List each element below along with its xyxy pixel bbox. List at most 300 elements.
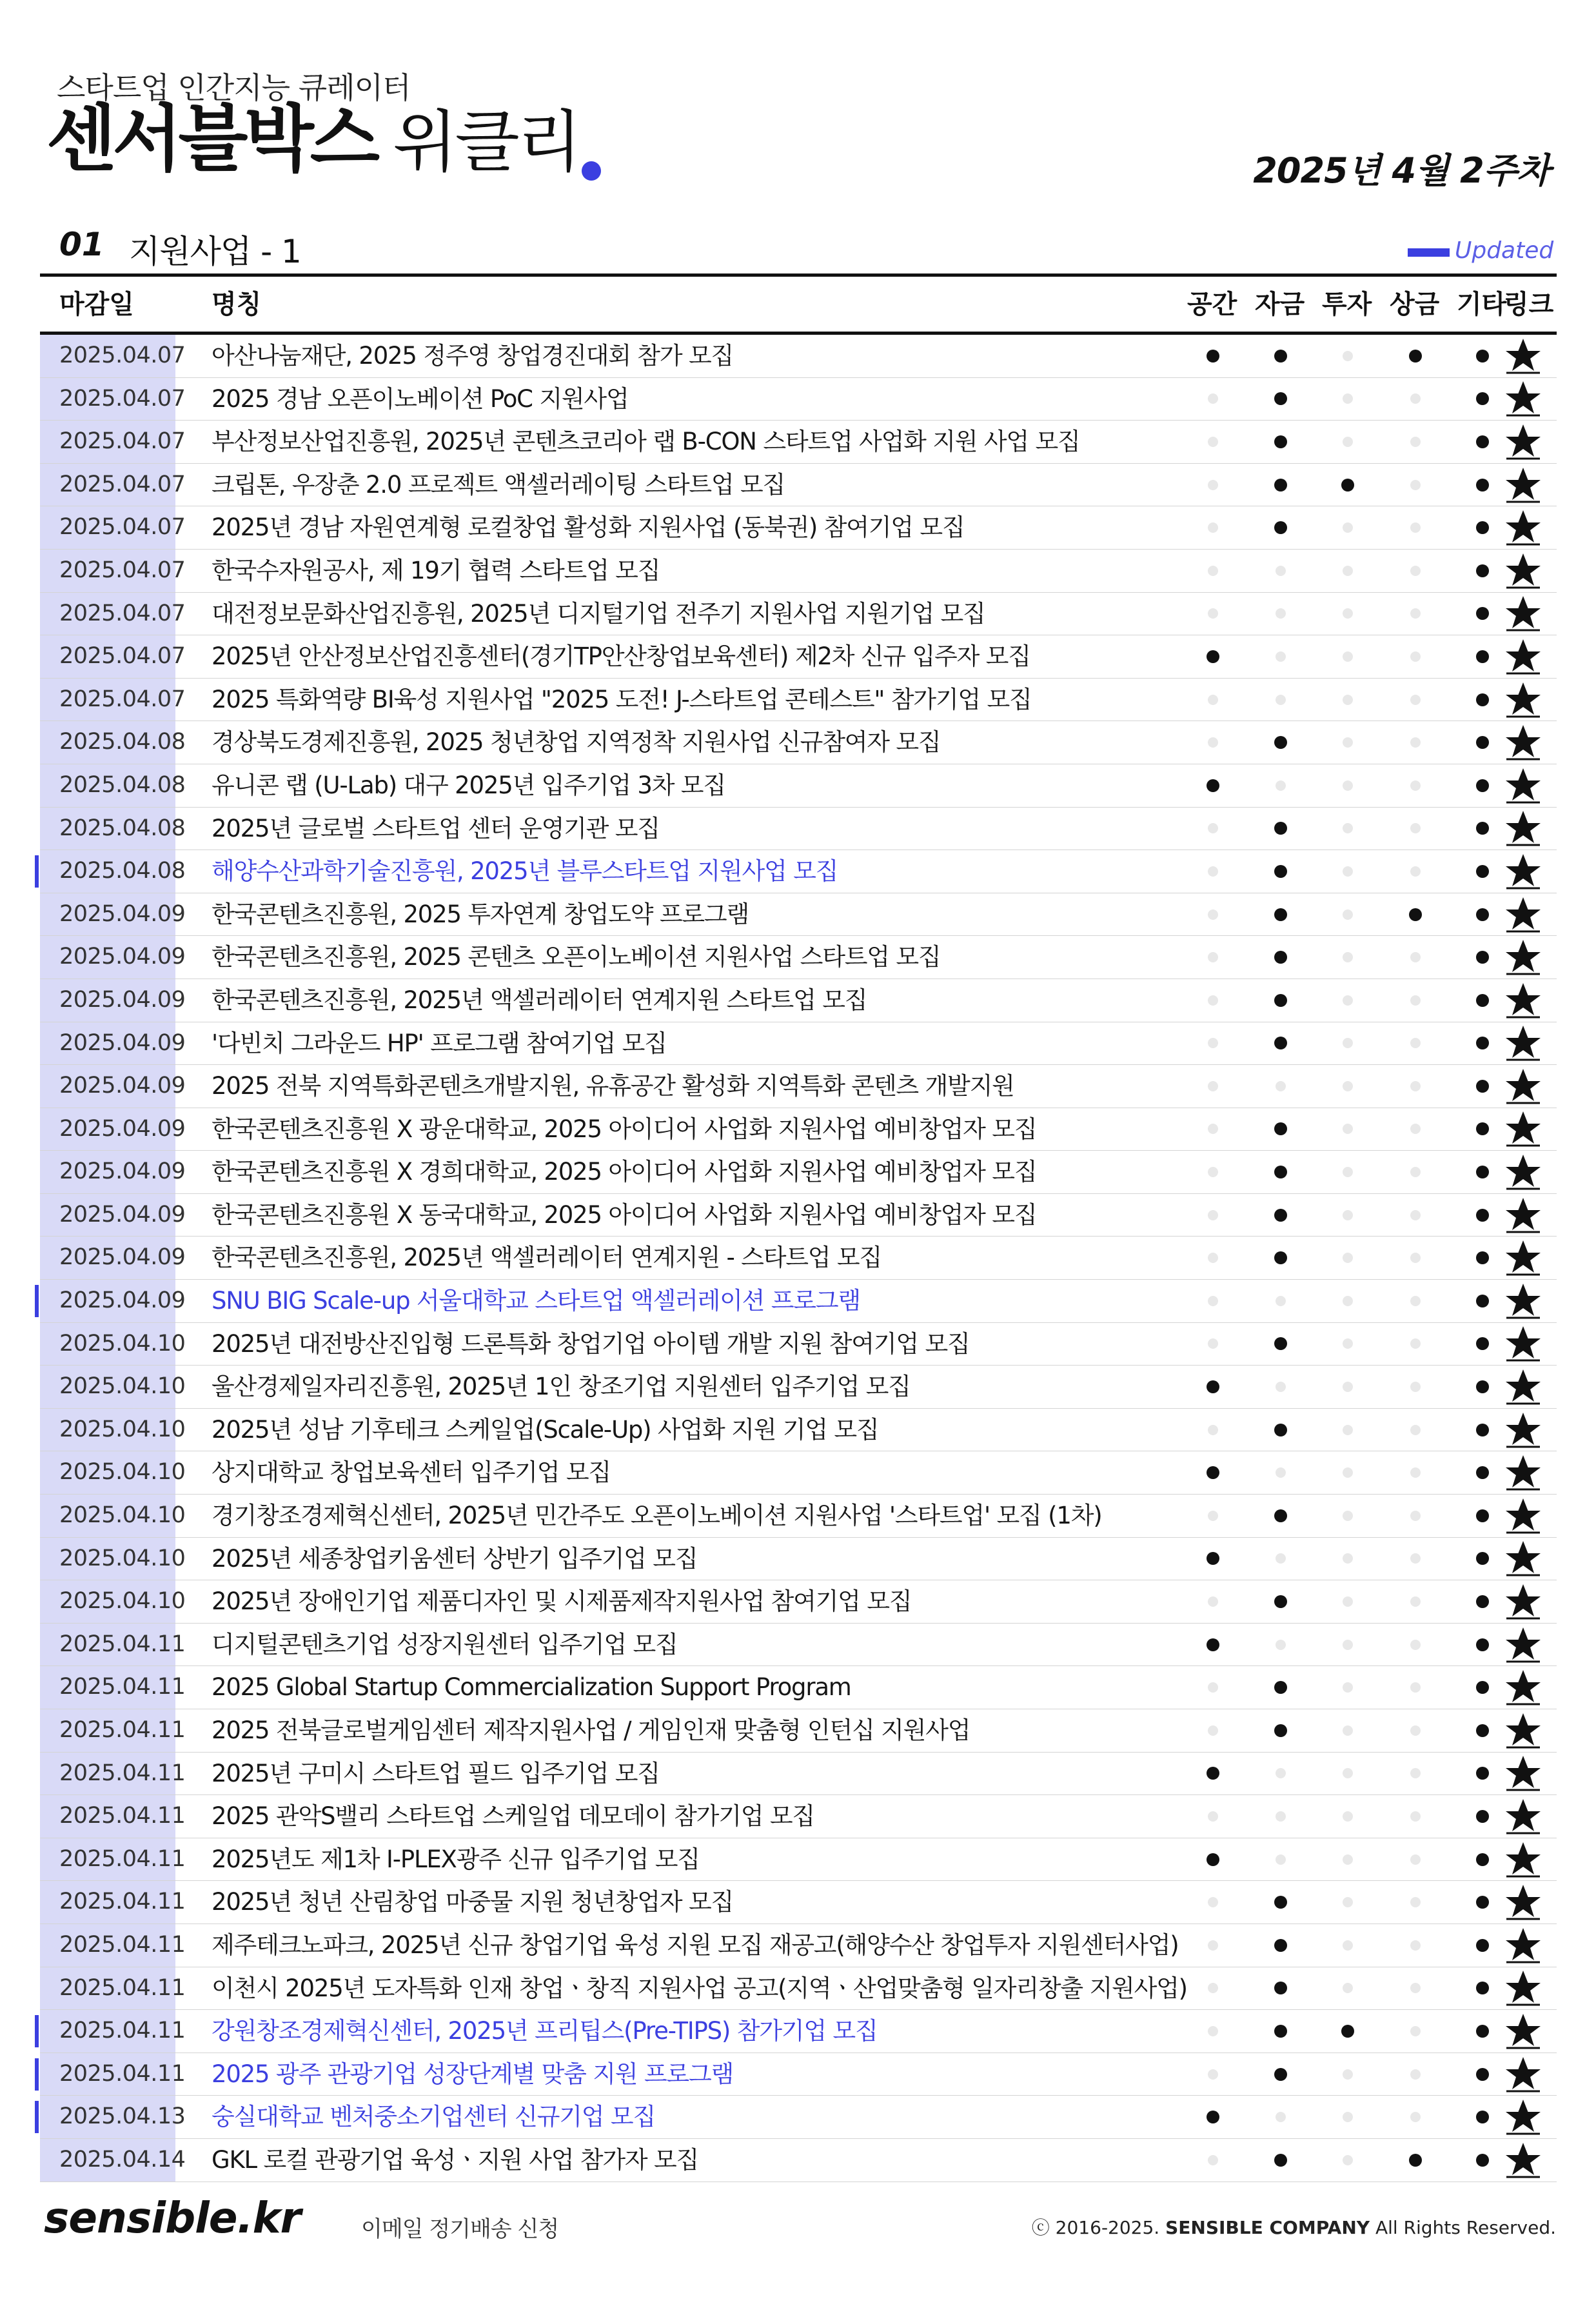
star-icon[interactable] (1504, 766, 1542, 805)
table-row[interactable] (40, 1451, 1557, 1495)
program-name-cell[interactable]: 2025 전북글로벌게임센터 제작지원사업 / 게임인재 맞춤형 인턴십 지원사업 (212, 1716, 970, 1744)
tagline: 스타트업 인간지능 큐레이터 (57, 70, 411, 105)
other-on-dot-icon (1476, 1424, 1489, 1436)
star-icon[interactable] (1504, 895, 1542, 934)
program-name-cell[interactable]: 한국콘텐츠진흥원, 2025년 액셀러레이터 연계지원 스타트업 모집 (212, 986, 867, 1014)
space-off-dot-icon (1208, 608, 1218, 619)
prize-off-dot-icon (1410, 1425, 1421, 1435)
prize-off-dot-icon (1410, 995, 1421, 1006)
deadline-cell: 2025.04.10 (40, 1451, 175, 1494)
other-on-dot-icon (1476, 1552, 1489, 1565)
table-row[interactable] (40, 936, 1557, 979)
space-on-dot-icon (1207, 1552, 1219, 1565)
program-name-cell[interactable]: 부산정보산업진흥원, 2025년 콘텐츠코리아 랩 B-CON 스타트업 사업화 지원 사업 모집 (212, 428, 1080, 456)
table-row[interactable] (40, 1022, 1557, 1066)
space-off-dot-icon (1208, 1511, 1218, 1521)
funding-on-dot-icon (1274, 1724, 1287, 1737)
funding-off-dot-icon (1276, 1640, 1286, 1650)
space-off-dot-icon (1208, 909, 1218, 920)
investment-off-dot-icon (1343, 1038, 1353, 1048)
star-icon[interactable] (1504, 1754, 1542, 1793)
deadline-cell: 2025.04.07 (40, 335, 175, 377)
star-icon[interactable] (1504, 1367, 1542, 1406)
space-on-dot-icon (1207, 1638, 1219, 1651)
footer-brand[interactable]: sensible.kr (44, 2193, 301, 2243)
other-on-dot-icon (1476, 994, 1489, 1007)
prize-on-dot-icon (1409, 350, 1422, 363)
program-name-cell[interactable]: 2025년 구미시 스타트업 필드 입주기업 모집 (212, 1759, 660, 1787)
space-off-dot-icon (1208, 1682, 1218, 1693)
table-row[interactable] (40, 1967, 1557, 2011)
space-off-dot-icon (1208, 1940, 1218, 1951)
funding-on-dot-icon (1274, 994, 1287, 1007)
star-icon[interactable] (1504, 1539, 1542, 1578)
other-on-dot-icon (1476, 1638, 1489, 1651)
prize-off-dot-icon (1410, 1081, 1421, 1091)
star-icon[interactable] (1504, 1324, 1542, 1363)
deadline-cell: 2025.04.11 (40, 1666, 175, 1709)
star-icon[interactable] (1504, 1926, 1542, 1965)
star-icon[interactable] (1504, 1797, 1542, 1836)
other-on-dot-icon (1476, 908, 1489, 921)
section-number: 01 (59, 226, 104, 263)
subscribe-link[interactable]: 이메일 정기배송 신청 (361, 2216, 559, 2242)
investment-on-dot-icon (1341, 479, 1354, 492)
table-row[interactable] (40, 1280, 1557, 1323)
investment-off-dot-icon (1343, 1983, 1353, 1993)
program-name-cell[interactable]: 이천시 2025년 도자특화 인재 창업ㆍ창직 지원사업 공고(지역ㆍ산업맞춤형 일자리창출 지원사업) (212, 1974, 1187, 2002)
table-row[interactable] (40, 2010, 1557, 2053)
table-row[interactable] (40, 506, 1557, 550)
other-on-dot-icon (1476, 607, 1489, 620)
star-icon[interactable] (1504, 2055, 1542, 2094)
prize-off-dot-icon (1410, 2026, 1421, 2036)
prize-off-dot-icon (1410, 737, 1421, 748)
program-name-cell[interactable]: 2025년 안산정보산업진흥센터(경기TP안산창업보육센터) 제2차 신규 입주자 모집 (212, 642, 1030, 671)
prize-off-dot-icon (1410, 780, 1421, 791)
table-row[interactable] (40, 893, 1557, 937)
program-name-cell[interactable]: 2025년 장애인기업 제품디자인 및 시제품제작지원사업 참여기업 모집 (212, 1587, 912, 1616)
star-icon[interactable] (1504, 1024, 1542, 1062)
table-row[interactable] (40, 1666, 1557, 1709)
investment-off-dot-icon (1343, 351, 1353, 361)
prize-off-dot-icon (1410, 1553, 1421, 1564)
space-off-dot-icon (1208, 1897, 1218, 1907)
funding-on-dot-icon (1274, 1509, 1287, 1522)
funding-on-dot-icon (1274, 1681, 1287, 1694)
prize-off-dot-icon (1410, 695, 1421, 705)
deadline-cell: 2025.04.09 (40, 893, 175, 936)
brand-title: 센서블박스 (46, 97, 376, 181)
program-name-cell[interactable]: 강원창조경제혁신센터, 2025년 프리팁스(Pre-TIPS) 참가기업 모집 (212, 2017, 878, 2045)
other-on-dot-icon (1476, 2111, 1489, 2123)
program-name-cell[interactable]: '다빈치 그라운드 HP' 프로그램 참여기업 모집 (212, 1029, 667, 1057)
program-name-cell[interactable]: 대전정보문화산업진흥원, 2025년 디지털기업 전주기 지원사업 지원기업 모집 (212, 599, 985, 628)
investment-off-dot-icon (1343, 1210, 1353, 1220)
updated-marker (35, 2058, 39, 2091)
deadline-cell: 2025.04.11 (40, 1624, 175, 1666)
space-off-dot-icon (1208, 1811, 1218, 1822)
funding-on-dot-icon (1274, 1424, 1287, 1436)
program-name-cell[interactable]: 상지대학교 창업보육센터 입주기업 모집 (212, 1458, 611, 1487)
investment-off-dot-icon (1343, 823, 1353, 833)
table-row[interactable] (40, 593, 1557, 636)
program-name-cell[interactable]: 경상북도경제진흥원, 2025 청년창업 지역정착 지원사업 신규참여자 모집 (212, 728, 941, 757)
table-row[interactable] (40, 1237, 1557, 1280)
funding-on-dot-icon (1274, 392, 1287, 405)
table-row[interactable] (40, 335, 1557, 378)
investment-off-dot-icon (1343, 1940, 1353, 1951)
program-name-cell[interactable]: 2025 전북 지역특화콘텐츠개발지원, 유휴공간 활성화 지역특화 콘텐츠 개발지원 (212, 1072, 1014, 1100)
column-header-prize: 상금 (1390, 290, 1440, 319)
star-icon[interactable] (1504, 1496, 1542, 1535)
program-name-cell[interactable]: 2025 특화역량 BI육성 지원사업 "2025 도전! J-스타트업 콘테스트" 참가기업 모집 (212, 685, 1032, 713)
table-row[interactable] (40, 1838, 1557, 1882)
prize-off-dot-icon (1410, 866, 1421, 877)
investment-off-dot-icon (1343, 1425, 1353, 1435)
star-icon[interactable] (1504, 1153, 1542, 1191)
program-name-cell[interactable]: 숭실대학교 벤처중소기업센터 신규기업 모집 (212, 2103, 655, 2131)
table-row[interactable] (40, 1795, 1557, 1838)
space-off-dot-icon (1208, 695, 1218, 705)
space-off-dot-icon (1208, 866, 1218, 877)
deadline-cell: 2025.04.10 (40, 1495, 175, 1537)
deadline-cell: 2025.04.08 (40, 764, 175, 807)
funding-on-dot-icon (1274, 908, 1287, 921)
star-icon[interactable] (1504, 637, 1542, 676)
space-on-dot-icon (1207, 350, 1219, 363)
program-name-cell[interactable]: 해양수산과학기술진흥원, 2025년 블루스타트업 지원사업 모집 (212, 857, 838, 886)
star-icon[interactable] (1504, 1883, 1542, 1922)
table-row[interactable] (40, 1753, 1557, 1796)
deadline-cell: 2025.04.11 (40, 2010, 175, 2053)
table-row[interactable] (40, 1108, 1557, 1151)
star-icon[interactable] (1504, 852, 1542, 891)
investment-off-dot-icon (1343, 1467, 1353, 1478)
table-row[interactable] (40, 1065, 1557, 1108)
space-off-dot-icon (1208, 1124, 1218, 1134)
other-on-dot-icon (1476, 1896, 1489, 1909)
prize-off-dot-icon (1410, 1338, 1421, 1349)
star-icon[interactable] (1504, 1109, 1542, 1148)
table-row[interactable] (40, 378, 1557, 421)
program-name-cell[interactable]: 2025년 경남 자원연계형 로컬창업 활성화 지원사업 (동북권) 참여기업 모집 (212, 513, 965, 542)
funding-on-dot-icon (1274, 350, 1287, 363)
star-icon[interactable] (1504, 552, 1542, 590)
funding-off-dot-icon (1276, 651, 1286, 662)
program-name-cell[interactable]: 2025년 청년 산림창업 마중물 지원 청년창업자 모집 (212, 1888, 734, 1916)
funding-on-dot-icon (1274, 1982, 1287, 1994)
star-icon[interactable] (1504, 1711, 1542, 1750)
table-row[interactable] (40, 764, 1557, 808)
program-name-cell[interactable]: 2025년 세종창업키움센터 상반기 입주기업 모집 (212, 1544, 698, 1573)
space-off-dot-icon (1208, 1425, 1218, 1435)
copyright (1032, 2214, 1556, 2240)
program-name-cell[interactable]: 한국콘텐츠진흥원 X 경희대학교, 2025 아이디어 사업화 지원사업 예비창업자 모집 (212, 1158, 1037, 1186)
space-off-dot-icon (1208, 823, 1218, 833)
prize-off-dot-icon (1410, 1038, 1421, 1048)
space-off-dot-icon (1208, 1167, 1218, 1177)
funding-on-dot-icon (1274, 1939, 1287, 1952)
prize-off-dot-icon (1410, 1210, 1421, 1220)
star-icon[interactable] (1504, 1067, 1542, 1106)
table-row[interactable] (40, 721, 1557, 764)
star-icon[interactable] (1504, 981, 1542, 1020)
other-on-dot-icon (1476, 1251, 1489, 1264)
deadline-cell: 2025.04.10 (40, 1366, 175, 1408)
space-off-dot-icon (1208, 1725, 1218, 1736)
investment-off-dot-icon (1343, 1338, 1353, 1349)
program-name-cell[interactable]: 2025 경남 오픈이노베이션 PoC 지원사업 (212, 384, 629, 413)
other-on-dot-icon (1476, 350, 1489, 363)
star-icon[interactable] (1504, 2012, 1542, 2051)
star-icon[interactable] (1504, 1969, 1542, 2007)
updated-marker (35, 1285, 39, 1317)
table-row[interactable] (40, 850, 1557, 893)
deadline-cell: 2025.04.07 (40, 464, 175, 506)
funding-off-dot-icon (1276, 1081, 1286, 1091)
table-row[interactable] (40, 1366, 1557, 1409)
star-icon[interactable] (1504, 1625, 1542, 1664)
other-on-dot-icon (1476, 521, 1489, 534)
funding-off-dot-icon (1276, 780, 1286, 791)
deadline-cell: 2025.04.09 (40, 1280, 175, 1322)
prize-off-dot-icon (1410, 1382, 1421, 1392)
space-on-dot-icon (1207, 1466, 1219, 1479)
prize-off-dot-icon (1410, 480, 1421, 490)
table-row[interactable] (40, 979, 1557, 1022)
funding-on-dot-icon (1274, 1166, 1287, 1178)
star-icon[interactable] (1504, 723, 1542, 762)
star-icon[interactable] (1504, 681, 1542, 719)
prize-off-dot-icon (1410, 1768, 1421, 1778)
program-name-cell[interactable]: 2025년 글로벌 스타트업 센터 운영기관 모집 (212, 814, 660, 842)
program-name-cell[interactable]: 경기창조경제혁신센터, 2025년 민간주도 오픈이노베이션 지원사업 '스타트업' 모집 (1차) (212, 1502, 1102, 1530)
table-row[interactable] (40, 1495, 1557, 1538)
star-icon[interactable] (1504, 508, 1542, 547)
program-name-cell[interactable]: 크립톤, 우장춘 2.0 프로젝트 액셀러레이팅 스타트업 모집 (212, 470, 785, 499)
star-icon[interactable] (1504, 1453, 1542, 1492)
investment-off-dot-icon (1343, 2155, 1353, 2165)
column-header-name: 명칭 (212, 290, 262, 319)
table-row[interactable] (40, 2096, 1557, 2139)
table-row[interactable] (40, 1323, 1557, 1366)
star-icon[interactable] (1504, 1196, 1542, 1235)
table-row[interactable] (40, 1409, 1557, 1452)
table-row[interactable] (40, 1624, 1557, 1667)
investment-off-dot-icon (1343, 695, 1353, 705)
other-on-dot-icon (1476, 1724, 1489, 1737)
program-name-cell[interactable]: 2025 관악S밸리 스타트업 스케일업 데모데이 참가기업 모집 (212, 1802, 814, 1831)
program-name-cell[interactable]: 2025년도 제1차 I-PLEX광주 신규 입주기업 모집 (212, 1845, 700, 1873)
funding-on-dot-icon (1274, 951, 1287, 964)
program-name-cell[interactable]: 한국콘텐츠진흥원, 2025년 액셀러레이터 연계지원 - 스타트업 모집 (212, 1244, 882, 1272)
table-row[interactable] (40, 1580, 1557, 1624)
program-name-cell[interactable]: 2025년 성남 기후테크 스케일업(Scale-Up) 사업화 지원 기업 모집 (212, 1415, 879, 1444)
funding-on-dot-icon (1274, 1896, 1287, 1909)
star-icon[interactable] (1504, 2141, 1542, 2180)
star-icon[interactable] (1504, 1668, 1542, 1707)
section-title: 지원사업 - 1 (129, 233, 301, 270)
deadline-cell: 2025.04.08 (40, 808, 175, 850)
prize-off-dot-icon (1410, 1811, 1421, 1822)
star-icon[interactable] (1504, 1238, 1542, 1277)
star-icon[interactable] (1504, 809, 1542, 848)
space-off-dot-icon (1208, 480, 1218, 490)
deadline-cell: 2025.04.09 (40, 979, 175, 1022)
funding-on-dot-icon (1274, 1251, 1287, 1264)
program-name-cell[interactable]: 디지털콘텐츠기업 성장지원센터 입주기업 모집 (212, 1630, 678, 1658)
other-on-dot-icon (1476, 1939, 1489, 1952)
other-on-dot-icon (1476, 435, 1489, 448)
funding-off-dot-icon (1276, 1854, 1286, 1865)
space-off-dot-icon (1208, 1210, 1218, 1220)
star-icon[interactable] (1504, 938, 1542, 977)
star-icon[interactable] (1504, 2098, 1542, 2136)
table-row[interactable] (40, 1194, 1557, 1237)
deadline-cell: 2025.04.09 (40, 1151, 175, 1193)
prize-off-dot-icon (1410, 1296, 1421, 1306)
investment-off-dot-icon (1343, 393, 1353, 404)
space-on-dot-icon (1207, 650, 1219, 663)
star-icon[interactable] (1504, 466, 1542, 504)
other-on-dot-icon (1476, 1080, 1489, 1093)
prize-off-dot-icon (1410, 1511, 1421, 1521)
deadline-cell: 2025.04.08 (40, 721, 175, 764)
funding-on-dot-icon (1274, 2025, 1287, 2038)
prize-off-dot-icon (1410, 1167, 1421, 1177)
space-off-dot-icon (1208, 1596, 1218, 1607)
table-row[interactable] (40, 679, 1557, 722)
deadline-cell: 2025.04.08 (40, 850, 175, 893)
table-row[interactable] (40, 635, 1557, 679)
deadline-cell: 2025.04.11 (40, 1838, 175, 1881)
other-on-dot-icon (1476, 736, 1489, 749)
program-name-cell[interactable]: 유니콘 랩 (U-Lab) 대구 2025년 입주기업 3차 모집 (212, 771, 725, 799)
investment-off-dot-icon (1343, 737, 1353, 748)
table-row[interactable] (40, 464, 1557, 507)
prize-off-dot-icon (1410, 1253, 1421, 1263)
funding-off-dot-icon (1276, 1811, 1286, 1822)
table-row[interactable] (40, 1151, 1557, 1194)
other-on-dot-icon (1476, 1595, 1489, 1608)
program-name-cell[interactable]: 울산경제일자리진흥원, 2025년 1인 창조기업 지원센터 입주기업 모집 (212, 1373, 911, 1401)
funding-on-dot-icon (1274, 2068, 1287, 2081)
other-on-dot-icon (1476, 479, 1489, 492)
table-row[interactable] (40, 1538, 1557, 1581)
table-row[interactable] (40, 808, 1557, 851)
prize-off-dot-icon (1410, 1124, 1421, 1134)
table-row[interactable] (40, 2053, 1557, 2096)
investment-off-dot-icon (1343, 1768, 1353, 1778)
star-icon[interactable] (1504, 594, 1542, 633)
star-icon[interactable] (1504, 1411, 1542, 1449)
column-header-link: 링크 (1504, 290, 1554, 319)
program-name-cell[interactable]: SNU BIG Scale-up 서울대학교 스타트업 액셀러레이션 프로그램 (212, 1287, 860, 1315)
copyright-suffix: All Rights Reserved. (1375, 2217, 1556, 2238)
prize-off-dot-icon (1410, 1983, 1421, 1993)
program-name-cell[interactable]: 한국콘텐츠진흥원 X 광운대학교, 2025 아이디어 사업화 지원사업 예비창업자 모집 (212, 1115, 1037, 1143)
other-on-dot-icon (1476, 1337, 1489, 1350)
deadline-cell: 2025.04.10 (40, 1580, 175, 1623)
investment-off-dot-icon (1343, 1682, 1353, 1693)
deadline-cell: 2025.04.11 (40, 1967, 175, 2010)
table-row[interactable] (40, 1709, 1557, 1753)
investment-off-dot-icon (1343, 2112, 1353, 2122)
other-on-dot-icon (1476, 1380, 1489, 1393)
prize-off-dot-icon (1410, 608, 1421, 619)
funding-off-dot-icon (1276, 695, 1286, 705)
investment-off-dot-icon (1343, 1725, 1353, 1736)
funding-on-dot-icon (1274, 1209, 1287, 1222)
investment-off-dot-icon (1343, 1897, 1353, 1907)
star-icon[interactable] (1504, 422, 1542, 461)
star-icon[interactable] (1504, 379, 1542, 418)
prize-off-dot-icon (1410, 1467, 1421, 1478)
column-header-investment: 투자 (1322, 290, 1372, 319)
deadline-cell: 2025.04.09 (40, 1194, 175, 1237)
column-header-space: 공간 (1187, 290, 1237, 319)
table-row[interactable] (40, 1924, 1557, 1967)
star-icon[interactable] (1504, 1840, 1542, 1879)
program-name-cell[interactable]: 한국수자원공사, 제 19기 협력 스타트업 모집 (212, 556, 660, 584)
week-label: 2025년 4월 2주차 (1253, 150, 1550, 191)
program-name-cell[interactable]: 제주테크노파크, 2025년 신규 창업기업 육성 지원 모집 재공고(해양수산 창업투자 지원센터사업) (212, 1931, 1179, 1959)
updated-legend-label: Updated (1455, 237, 1554, 264)
deadline-cell: 2025.04.11 (40, 1924, 175, 1967)
investment-off-dot-icon (1343, 566, 1353, 576)
deadline-cell: 2025.04.10 (40, 1409, 175, 1451)
program-name-cell[interactable]: 아산나눔재단, 2025 정주영 창업경진대회 참가 모집 (212, 342, 734, 370)
star-icon[interactable] (1504, 1282, 1542, 1320)
investment-off-dot-icon (1343, 1382, 1353, 1392)
funding-on-dot-icon (1274, 736, 1287, 749)
table-row[interactable] (40, 421, 1557, 464)
funding-off-dot-icon (1276, 1467, 1286, 1478)
other-on-dot-icon (1476, 650, 1489, 663)
deadline-cell: 2025.04.11 (40, 1709, 175, 1752)
deadline-cell: 2025.04.07 (40, 550, 175, 592)
prize-off-dot-icon (1410, 823, 1421, 833)
program-name-cell[interactable]: 2025 광주 관광기업 성장단계별 맞춤 지원 프로그램 (212, 2060, 734, 2088)
investment-off-dot-icon (1343, 522, 1353, 533)
table-row[interactable] (40, 2139, 1557, 2182)
star-icon[interactable] (1504, 337, 1542, 375)
other-on-dot-icon (1476, 822, 1489, 835)
program-name-cell[interactable]: 한국콘텐츠진흥원, 2025 콘텐츠 오픈이노베이션 지원사업 스타트업 모집 (212, 943, 941, 971)
program-name-cell[interactable]: 2025 Global Startup Commercialization Support Program (212, 1673, 851, 1702)
space-off-dot-icon (1208, 393, 1218, 404)
space-on-dot-icon (1207, 779, 1219, 792)
space-off-dot-icon (1208, 1038, 1218, 1048)
program-name-cell[interactable]: GKL 로컬 관광기업 육성ㆍ지원 사업 참가자 모집 (212, 2145, 699, 2174)
table-row[interactable] (40, 1881, 1557, 1924)
other-on-dot-icon (1476, 1295, 1489, 1307)
other-on-dot-icon (1476, 1810, 1489, 1823)
space-off-dot-icon (1208, 1081, 1218, 1091)
table-row[interactable] (40, 550, 1557, 593)
program-name-cell[interactable]: 한국콘텐츠진흥원 X 동국대학교, 2025 아이디어 사업화 지원사업 예비창업자 모집 (212, 1200, 1037, 1229)
space-off-dot-icon (1208, 2026, 1218, 2036)
deadline-cell: 2025.04.13 (40, 2096, 175, 2138)
program-name-cell[interactable]: 2025년 대전방산진입형 드론특화 창업기업 아이템 개발 지원 참여기업 모집 (212, 1329, 970, 1358)
star-icon[interactable] (1504, 1582, 1542, 1621)
investment-off-dot-icon (1343, 1081, 1353, 1091)
funding-on-dot-icon (1274, 822, 1287, 835)
other-on-dot-icon (1476, 2154, 1489, 2167)
program-name-cell[interactable]: 한국콘텐츠진흥원, 2025 투자연계 창업도약 프로그램 (212, 900, 749, 928)
investment-off-dot-icon (1343, 437, 1353, 447)
